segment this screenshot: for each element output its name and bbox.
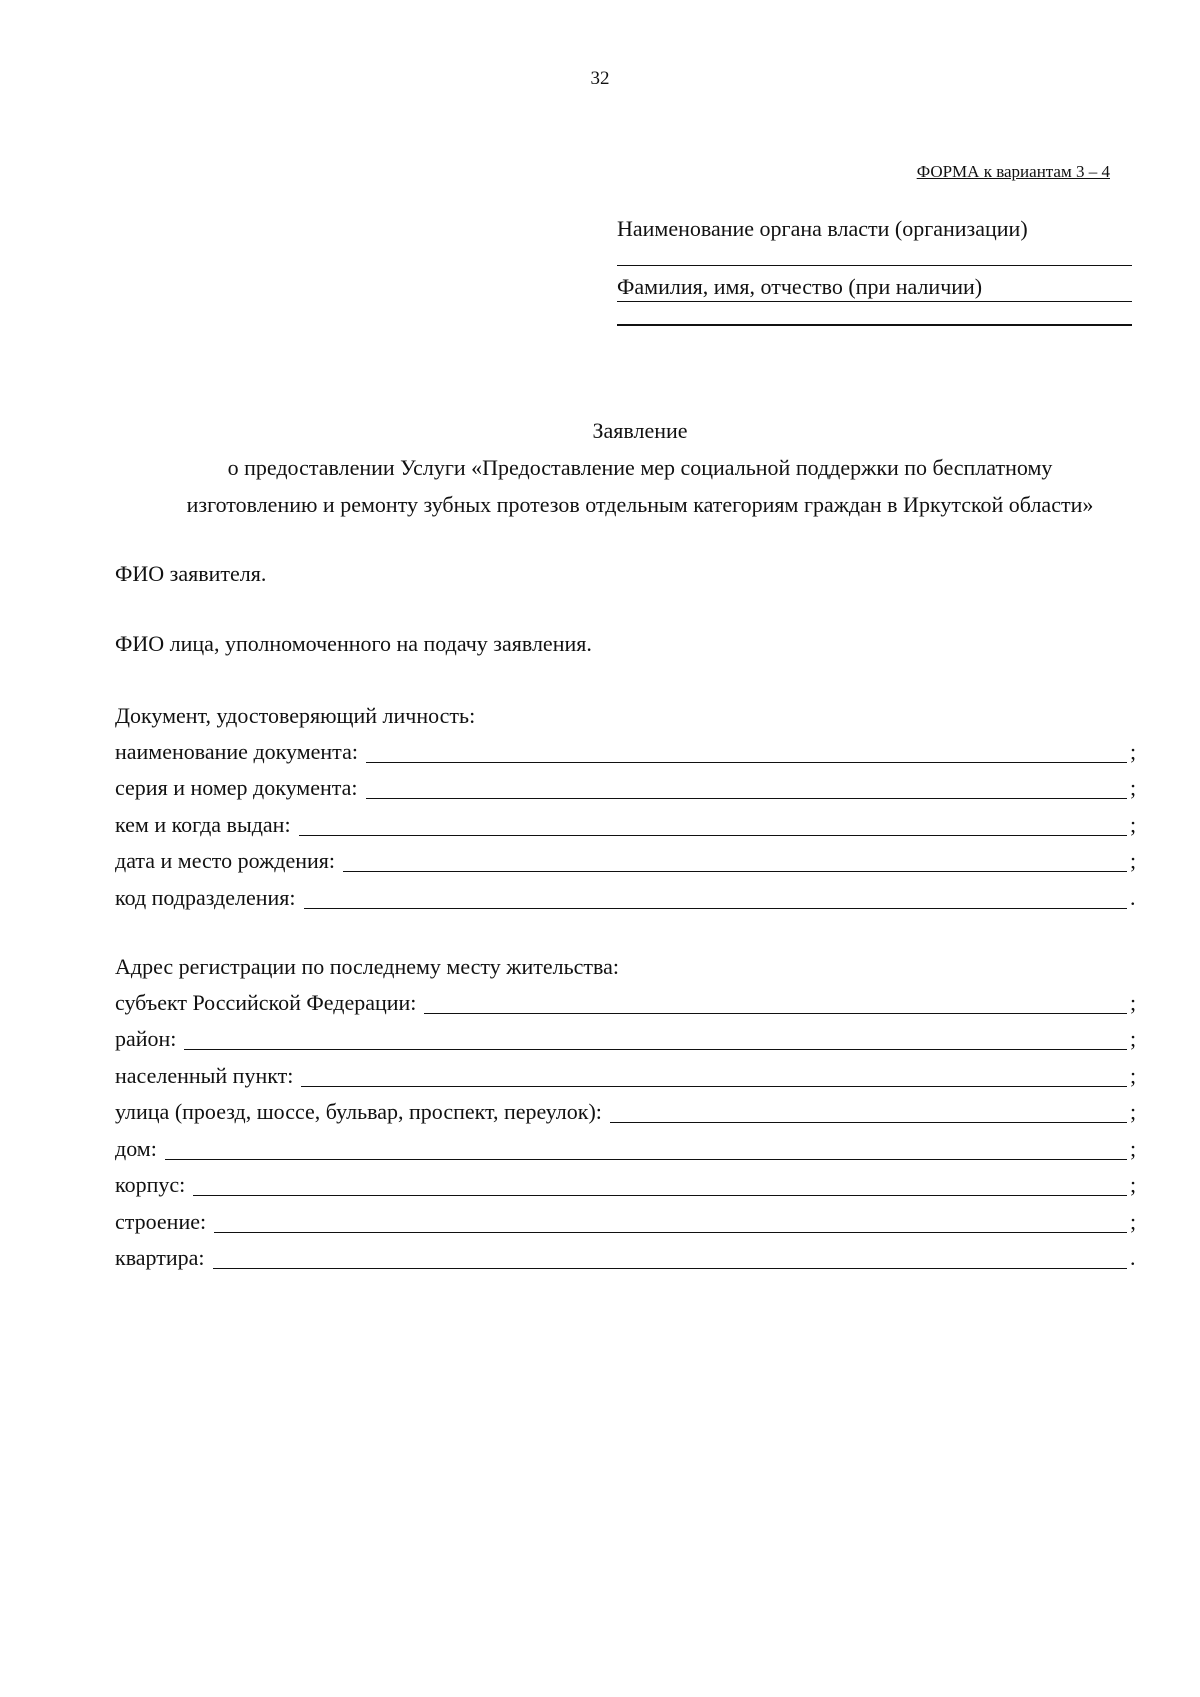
field-terminator: . (1130, 1245, 1136, 1270)
field-label: серия и номер документа: (115, 775, 358, 800)
field-terminator: ; (1130, 1062, 1137, 1088)
field-terminator: ; (1130, 1172, 1137, 1197)
name-continuation-underline (617, 324, 1132, 326)
form-reference: ФОРМА к вариантам 3 – 4 (916, 162, 1110, 181)
field-underline[interactable] (165, 1159, 1127, 1160)
registration-address-heading: Адрес регистрации по последнему месту жительства: (115, 954, 619, 979)
field-document-series-number[interactable] (115, 771, 1138, 808)
identity-document-heading: Документ, удостоверяющий личность: (115, 703, 476, 728)
field-underline[interactable] (184, 1049, 1127, 1050)
field-terminator: ; (1130, 1135, 1137, 1161)
applicant-name-label: ФИО заявителя. (115, 561, 267, 586)
title-line-2: изготовлению и ремонту зубных протезов отдельным категориям граждан в Иркутской области» (186, 492, 1094, 517)
field-terminator: ; (1130, 848, 1137, 873)
field-label: субъект Российской Федерации: (115, 989, 417, 1015)
field-label: корпус: (115, 1172, 186, 1197)
field-label: дом: (115, 1135, 157, 1161)
field-underline[interactable] (424, 1013, 1127, 1014)
field-label: район: (115, 1026, 177, 1051)
name-continuation-line[interactable] (617, 302, 1132, 328)
field-label: улица (проезд, шоссе, бульвар, проспект, переулок): (115, 1099, 602, 1124)
field-label: строение: (115, 1208, 207, 1234)
field-underline[interactable] (304, 908, 1127, 909)
field-house[interactable] (115, 1131, 1138, 1168)
field-label: кем и когда выдан: (115, 811, 291, 837)
representative-name-label: ФИО лица, уполномоченного на подачу заявления. (115, 631, 592, 656)
field-terminator: ; (1130, 811, 1137, 837)
authority-input-line[interactable] (617, 242, 1132, 268)
authority-label: Наименование органа власти (организации) (617, 216, 1028, 241)
field-structure[interactable] (115, 1204, 1138, 1241)
field-underline[interactable] (343, 871, 1127, 872)
field-label: населенный пункт: (115, 1062, 294, 1088)
field-terminator: ; (1130, 738, 1137, 764)
field-terminator: ; (1130, 989, 1137, 1015)
field-district[interactable] (115, 1022, 1138, 1059)
field-apartment[interactable] (115, 1241, 1138, 1278)
field-label: квартира: (115, 1245, 205, 1270)
field-issued-by[interactable] (115, 807, 1138, 844)
field-underline[interactable] (366, 762, 1127, 763)
title-heading: Заявление (592, 418, 688, 443)
field-underline[interactable] (299, 835, 1127, 836)
field-terminator: ; (1130, 1099, 1137, 1124)
representative-section (115, 626, 1138, 662)
field-federal-subject[interactable] (115, 985, 1138, 1022)
title-line-1: о предоставлении Услуги «Предоставление мер социальной поддержки по бесплатному (227, 455, 1053, 480)
registration-address-section (115, 949, 1138, 1277)
field-label: наименование документа: (115, 738, 358, 764)
authority-underline (617, 265, 1132, 266)
field-street[interactable] (115, 1095, 1138, 1132)
field-terminator: ; (1130, 1208, 1137, 1234)
field-birth-date-place[interactable] (115, 844, 1138, 881)
field-underline[interactable] (213, 1268, 1127, 1269)
field-underline[interactable] (610, 1122, 1127, 1123)
field-underline[interactable] (366, 798, 1127, 799)
field-label: код подразделения: (115, 884, 296, 910)
name-input-line[interactable] (617, 274, 1132, 304)
field-label: дата и место рождения: (115, 848, 336, 873)
field-terminator: ; (1130, 775, 1137, 800)
identity-document-section (115, 698, 1138, 917)
page-number: 32 (590, 68, 610, 89)
field-terminator: . (1130, 884, 1136, 910)
name-label: Фамилия, имя, отчество (при наличии) (617, 274, 983, 299)
field-document-name[interactable] (115, 734, 1138, 771)
field-building[interactable] (115, 1168, 1138, 1205)
field-underline[interactable] (193, 1195, 1127, 1196)
field-locality[interactable] (115, 1058, 1138, 1095)
field-underline[interactable] (214, 1232, 1127, 1233)
document-title (100, 412, 1180, 523)
field-division-code[interactable] (115, 880, 1138, 917)
field-terminator: ; (1130, 1026, 1137, 1051)
applicant-section (115, 556, 1138, 592)
field-underline[interactable] (301, 1086, 1127, 1087)
